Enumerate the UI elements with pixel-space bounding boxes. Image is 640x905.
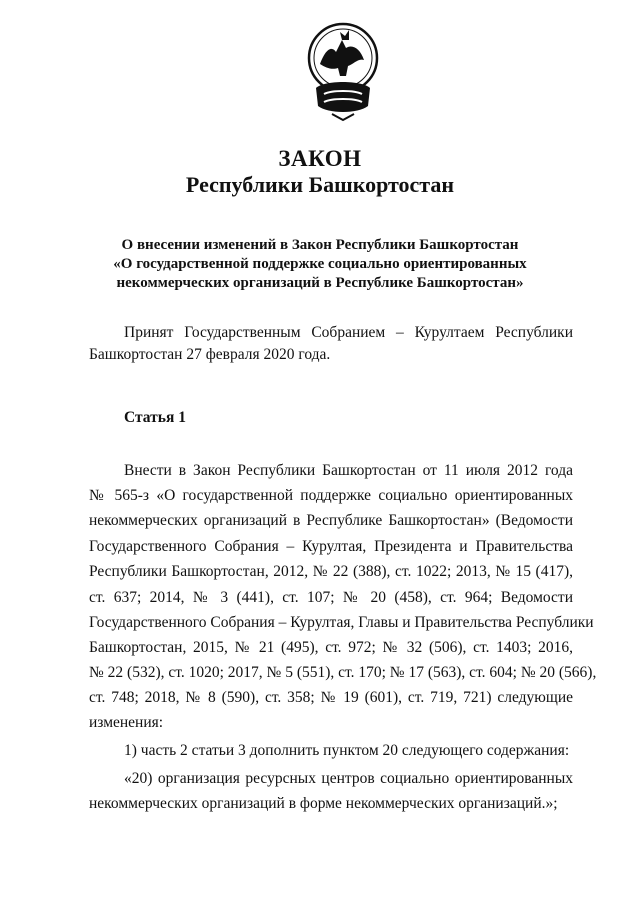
- document-subtitle: Республики Башкортостан: [185, 172, 455, 197]
- article-line: некоммерческих организаций в Республике Башкортостан» (Ведомости: [89, 512, 573, 529]
- document-title: ЗАКОН: [278, 146, 362, 171]
- article-line: Государственного Собрания – Курултая, Главы и Правительства Республики: [89, 614, 594, 631]
- amendment-item-1: 1) часть 2 статьи 3 дополнить пунктом 20 следующего содержания:: [124, 742, 570, 759]
- coat-of-arms-icon: [302, 18, 384, 122]
- adoption-line-2: Башкортостан 27 февраля 2020 года.: [89, 346, 331, 363]
- law-name-line-2: «О государственной поддержке социально ориентированных: [113, 256, 527, 272]
- article-heading: Статья 1: [124, 409, 186, 426]
- law-name-line-1: О внесении изменений в Закон Республики Башкортостан: [121, 237, 519, 253]
- amendment-text-line-2: некоммерческих организаций в форме некоммерческих организаций.»;: [89, 795, 558, 812]
- article-line: № 22 (532), ст. 1020; 2017, № 5 (551), ст. 170; № 17 (563), ст. 604; № 20 (566),: [89, 664, 597, 681]
- adoption-line-1: Принят Государственным Собранием – Курултаем Республики: [124, 324, 573, 341]
- law-name-line-3: некоммерческих организаций в Республике Башкортостан»: [116, 275, 524, 291]
- article-line: изменения:: [89, 714, 164, 731]
- article-line: Внести в Закон Республики Башкортостан от 11 июля 2012 года: [124, 462, 573, 479]
- article-line: Республики Башкортостан, 2012, № 22 (388), ст. 1022; 2013, № 15 (417),: [89, 563, 573, 580]
- article-line: № 565-з «О государственной поддержке социально ориентированных: [89, 487, 573, 504]
- article-line: ст. 637; 2014, № 3 (441), ст. 107; № 20 (458), ст. 964; Ведомости: [89, 589, 573, 606]
- amendment-text-line-1: «20) организация ресурсных центров социально ориентированных: [124, 770, 573, 787]
- article-line: Башкортостан, 2015, № 21 (495), ст. 972; № 32 (506), ст. 1403; 2016,: [89, 639, 573, 656]
- article-line: ст. 748; 2018, № 8 (590), ст. 358; № 19 (601), ст. 719, 721) следующие: [89, 689, 573, 706]
- article-line: Государственного Собрания – Курултая, Президента и Правительства: [89, 538, 573, 555]
